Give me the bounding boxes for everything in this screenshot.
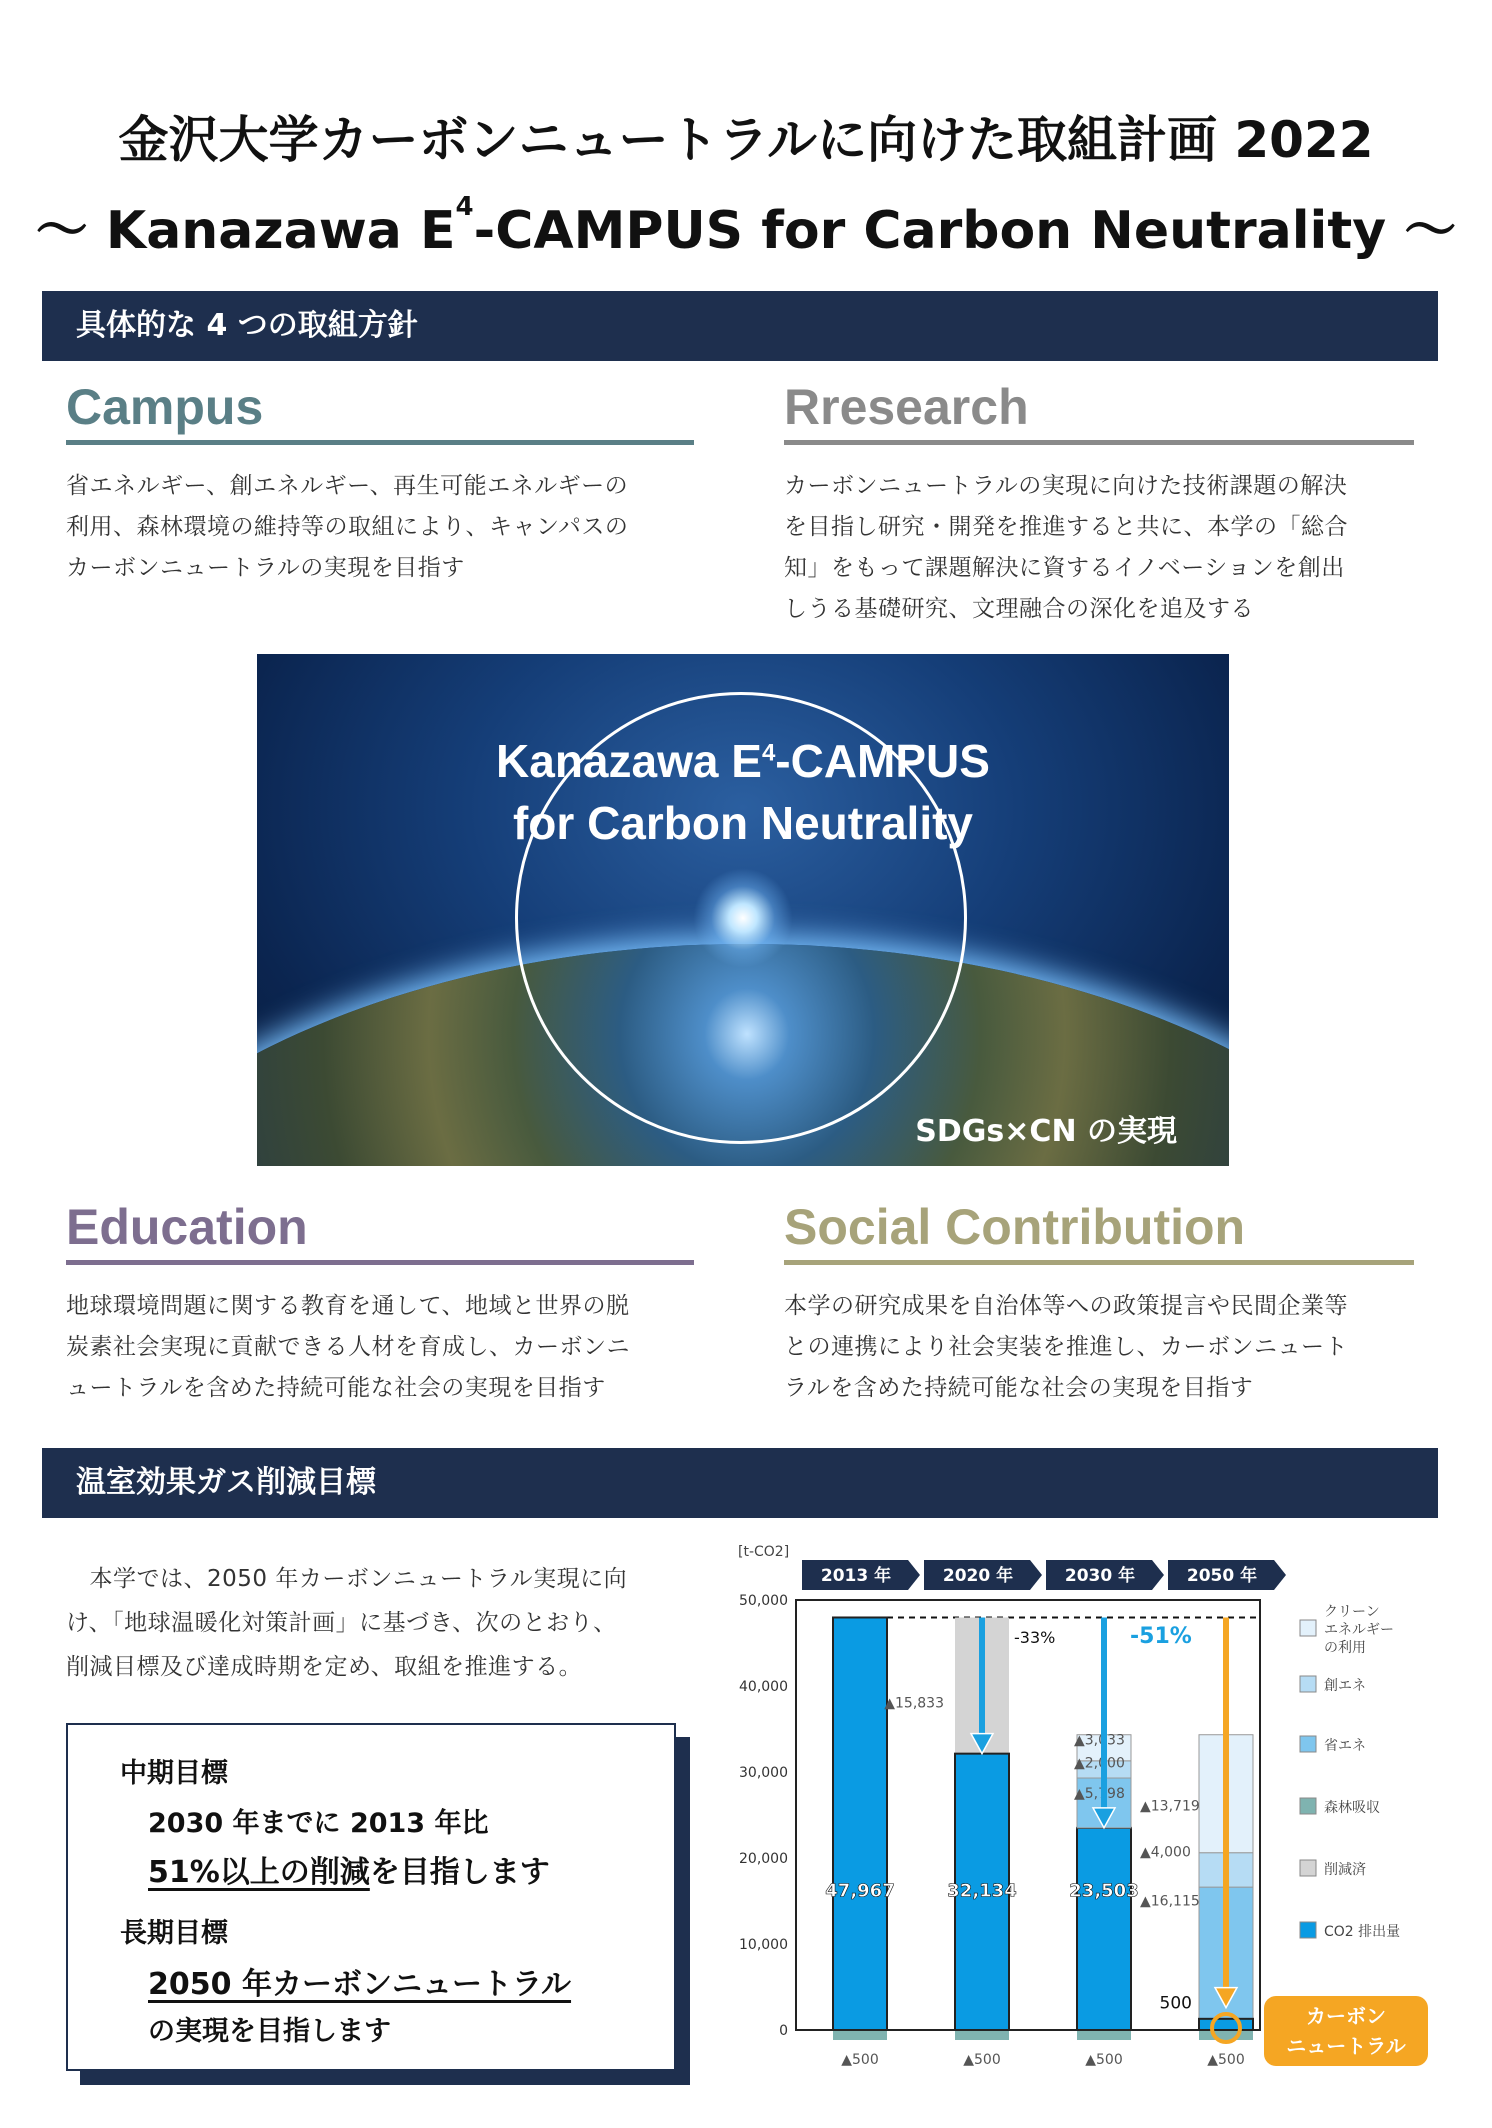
emission-value-label: 32,134: [947, 1880, 1017, 1902]
legend-label: 森林吸収: [1324, 1800, 1380, 1816]
social-text: 本学の研究成果を自治体等への政策提言や民間企業等 との連携により社会実装を推進し、カーボンニュート ラルを含めた持続可能な社会の実現を目指す: [784, 1293, 1348, 1401]
long-term-line2: の実現を目指します: [148, 2016, 391, 2047]
legend-swatch: [1300, 1736, 1316, 1752]
y-tick-label: 40,000: [739, 1679, 788, 1695]
campus-heading: Campus: [66, 378, 694, 445]
reduction-annotation: ▲16,115: [1140, 1893, 1200, 1910]
y-tick-label: 10,000: [739, 1937, 788, 1953]
education-heading: Education: [66, 1198, 694, 1265]
research-text: カーボンニュートラルの実現に向けた技術課題の解決 を目指し研究・開発を推進すると共に、本学の「総合 知」をもって課題解決に資するイノベーションを創出 しうる基礎研究、文理融合の深化を追及する: [784, 473, 1348, 622]
y-tick-label: 0: [779, 2023, 788, 2039]
year-header-label: 2050 年: [1186, 1566, 1258, 1586]
carbon-neutral-badge: カーボン ニュートラル: [1264, 1996, 1428, 2066]
forest-absorption-bar: [955, 2030, 1009, 2040]
year-header-label: 2013 年: [820, 1566, 892, 1586]
legend-label: 削減済: [1324, 1862, 1366, 1878]
y-tick-label: 30,000: [739, 1765, 788, 1781]
emission-value-label: 47,967: [825, 1880, 895, 1902]
reduction-annotation: ▲3,033: [1074, 1732, 1125, 1749]
legend-swatch: [1300, 1676, 1316, 1692]
reduction-annotation: ▲5,798: [1074, 1785, 1125, 1802]
legend-swatch: [1300, 1922, 1316, 1938]
long-term-label: 長期目標: [120, 1918, 228, 1949]
bar-2013-emission: [833, 1617, 887, 2030]
reduction-annotation: ▲2,000: [1074, 1755, 1125, 1772]
reduction-percent-2030: -51%: [1130, 1624, 1192, 1649]
goal-box: [66, 1723, 676, 2071]
targets-intro: 本学では、2050 年カーボンニュートラル実現に向 け、「地球温暖化対策計画」に基づき、次のとおり、 削減目標及び達成時期を定め、取組を推進する。: [66, 1566, 628, 1680]
reduction-percent-2020: -33%: [1014, 1628, 1056, 1647]
emission-value-label: 500: [1159, 1993, 1192, 2014]
bar-2030-emission: [1077, 1828, 1131, 2030]
long-term-line1: 2050 年カーボンニュートラル: [148, 1967, 572, 2002]
reduction-annotation: ▲13,719: [1140, 1798, 1200, 1815]
bar-2050-emission: [1199, 2019, 1253, 2030]
forest-absorption-label: ▲500: [1207, 2052, 1245, 2068]
social-heading: Social Contribution: [784, 1198, 1414, 1265]
legend-label: エネルギー: [1324, 1622, 1394, 1638]
research-heading: Rresearch: [784, 378, 1414, 445]
forest-absorption-bar: [1077, 2030, 1131, 2040]
forest-absorption-label: ▲500: [841, 2052, 879, 2068]
forest-absorption-label: ▲500: [1085, 2052, 1123, 2068]
section-heading-policies: 具体的な 4 つの取組方針: [42, 291, 1438, 361]
hero-earth-image: [257, 654, 1229, 1166]
year-header-label: 2020 年: [942, 1566, 1014, 1586]
legend-swatch: [1300, 1798, 1316, 1814]
y-tick-label: 50,000: [739, 1593, 788, 1609]
mid-term-label: 中期目標: [120, 1758, 228, 1789]
legend-swatch: [1300, 1620, 1316, 1636]
page-title: 金沢大学カーボンニュートラルに向けた取組計画 2022: [118, 111, 1374, 169]
reduction-annotation: ▲15,833: [884, 1695, 944, 1712]
section-heading-targets: 温室効果ガス削減目標: [42, 1448, 1438, 1518]
emission-value-label: 23,503: [1069, 1880, 1139, 1902]
y-tick-label: 20,000: [739, 1851, 788, 1867]
education-text: 地球環境問題に関する教育を通して、地域と世界の脱 炭素社会実現に貢献できる人材を育成し、カーボンニ ュートラルを含めた持続可能な社会の実現を目指す: [66, 1293, 630, 1401]
legend-label: 省エネ: [1324, 1738, 1366, 1754]
page-subtitle: 〜 Kanazawa $E^4$-CAMPUS for Carbon Neutrality 〜: [35, 192, 1457, 261]
mid-term-line2: 51%以上の削減を目指します: [148, 1855, 550, 1890]
forest-absorption-label: ▲500: [963, 2052, 1001, 2068]
y-unit-label: [t-CO2]: [738, 1544, 790, 1560]
hero-title-line1: Kanazawa $E^4$-CAMPUS: [496, 735, 990, 787]
reduction-annotation: ▲4,000: [1140, 1844, 1191, 1861]
legend-label: 創エネ: [1324, 1678, 1366, 1694]
hero-title-line2: for Carbon Neutrality: [512, 797, 974, 849]
legend-label: CO2 排出量: [1324, 1924, 1401, 1940]
legend-label: の利用: [1324, 1640, 1366, 1656]
legend-swatch: [1300, 1860, 1316, 1876]
mid-term-line1: 2030 年までに 2013 年比: [148, 1808, 489, 1839]
campus-text: 省エネルギー、創エネルギー、再生可能エネルギーの 利用、森林環境の維持等の取組により、キャンパスの カーボンニュートラルの実現を目指す: [66, 473, 629, 581]
year-header-label: 2030 年: [1064, 1566, 1136, 1586]
forest-absorption-bar: [833, 2030, 887, 2040]
forest-absorption-bar: [1199, 2030, 1253, 2040]
hero-caption: SDGs×CN の実現: [915, 1114, 1177, 1149]
legend-label: クリーン: [1324, 1604, 1380, 1620]
